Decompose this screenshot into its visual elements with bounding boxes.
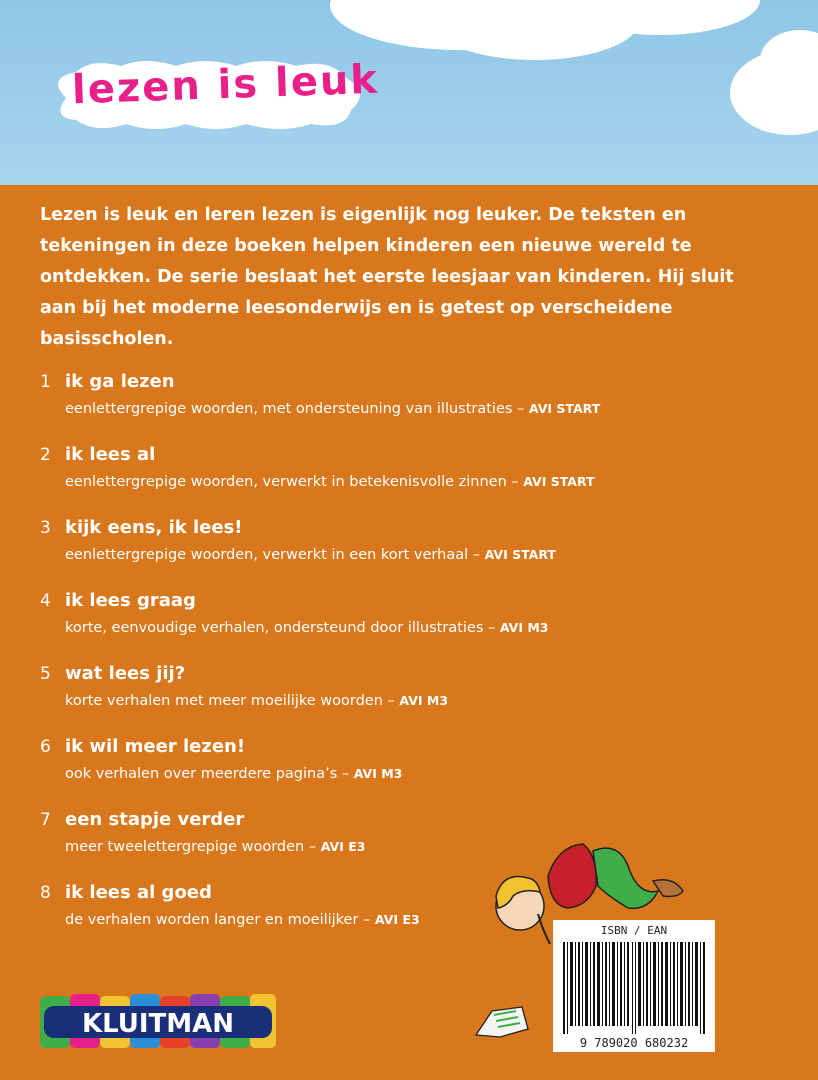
book-number: 5: [40, 664, 51, 684]
barcode-bars: [553, 920, 715, 1052]
book-number: 4: [40, 591, 51, 611]
publisher-name: KLUITMAN: [81, 1009, 235, 1039]
open-book-illustration: [472, 1005, 532, 1041]
book-title: ik lees al: [65, 444, 156, 465]
list-item: [40, 664, 740, 737]
barcode-box: [553, 920, 715, 1052]
list-item: [40, 518, 740, 591]
book-number: 8: [40, 883, 51, 903]
publisher-logo: [38, 990, 278, 1052]
book-title: ik lees al goed: [65, 882, 212, 903]
book-number: 1: [40, 372, 51, 392]
book-number: 3: [40, 518, 51, 538]
book-title: ik lees graag: [65, 590, 196, 611]
list-item: [40, 591, 740, 664]
book-number: 6: [40, 737, 51, 757]
book-description: eenlettergrepige woorden, met ondersteuning van illustraties – AVI START: [65, 401, 601, 417]
avi-level: AVI START: [484, 547, 556, 562]
avi-level: AVI M3: [499, 620, 549, 635]
avi-level: AVI START: [528, 401, 601, 416]
book-title: ik ga lezen: [65, 371, 175, 392]
book-number: 2: [40, 445, 51, 465]
book-title: wat lees jij?: [65, 663, 186, 684]
book-description: eenlettergrepige woorden, verwerkt in betekenisvolle zinnen – AVI START: [65, 474, 595, 490]
avi-level: AVI M3: [353, 766, 403, 781]
book-title: een stapje verder: [65, 809, 245, 830]
list-item: [40, 445, 740, 518]
list-item: [40, 737, 740, 810]
book-description: meer tweelettergrepige woorden – AVI E3: [65, 839, 366, 855]
list-item: [40, 372, 740, 445]
avi-level: AVI M3: [399, 693, 449, 708]
book-number: 7: [40, 810, 51, 830]
book-description: ook verhalen over meerdere pagina’s – AVI M3: [65, 766, 403, 782]
barcode-number: 9 789020 680232: [579, 1036, 689, 1050]
series-logo-text: lezen is leuk: [71, 56, 380, 114]
book-description: korte verhalen met meer moeilijke woorden – AVI M3: [65, 693, 449, 709]
avi-level: AVI E3: [374, 912, 420, 927]
book-description: eenlettergrepige woorden, verwerkt in een kort verhaal – AVI START: [65, 547, 556, 563]
isbn-label: ISBN / EAN: [600, 924, 668, 937]
book-title: ik wil meer lezen!: [65, 736, 246, 757]
book-title: kijk eens, ik lees!: [65, 517, 243, 538]
intro-text: Lezen is leuk en leren lezen is eigenlijk nog leuker. De teksten en tekeningen in deze boeken helpen kinderen een nieuwe wereld te ontdekken. De serie beslaat het eerste leesjaar van kinderen. Hij sluit aan bij het moderne leesonderwijs en is getest op verscheidene basisscholen.: [40, 205, 734, 349]
book-description: korte, eenvoudige verhalen, ondersteund door illustraties – AVI M3: [65, 620, 549, 636]
book-description: de verhalen worden langer en moeilijker – AVI E3: [65, 912, 420, 928]
avi-level: AVI START: [523, 474, 595, 489]
avi-level: AVI E3: [320, 839, 366, 854]
